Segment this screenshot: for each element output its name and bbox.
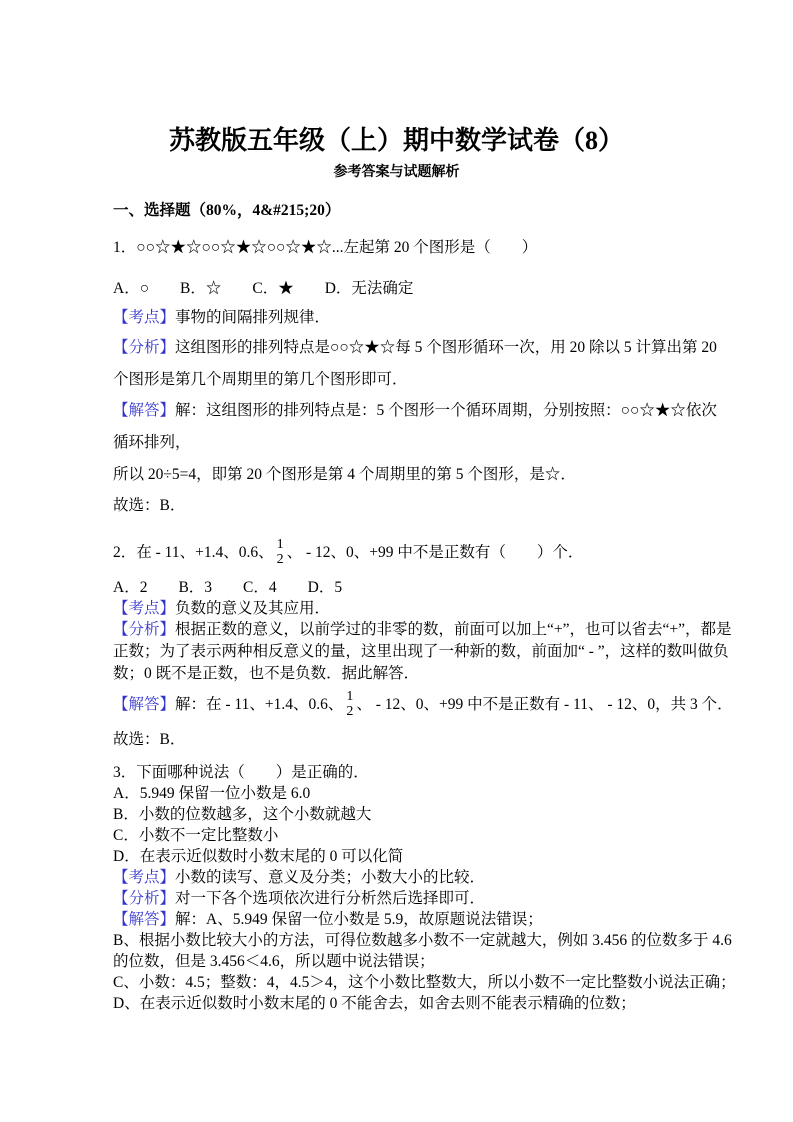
- fenxi-label: 【分析】: [113, 621, 176, 638]
- kaodian-label: 【考点】: [113, 600, 176, 617]
- q3-option-c: C．小数不一定比整数小: [113, 827, 279, 844]
- q3-option-b: B．小数的位数越多，这个小数就越大: [113, 806, 372, 823]
- fraction-numerator: 1: [346, 689, 354, 704]
- q3-jieda-line-2: B、根据小数比较大小的方法，可得位数越多小数不一定就越大，例如 3.456 的位数多于 4.6: [113, 932, 732, 949]
- q1-jieda-line-3: 所以 20÷5=4，即第 20 个图形是第 4 个周期里的第 5 个图形，是☆．: [113, 466, 576, 483]
- fraction-one-half: [346, 689, 353, 719]
- q2-jieda-line: [113, 684, 733, 724]
- q1-fenxi-line-1: [113, 339, 717, 356]
- page-subtitle: 参考答案与试题解析: [333, 165, 460, 180]
- q2-question-post: 、 - 12、0、+99 中不是正数有（ ）个．: [286, 543, 584, 561]
- fraction-numerator: 1: [276, 537, 284, 552]
- q1-jieda-text-1: 解：这组图形的排列特点是：5 个图形一个循环周期，分别按照：○○☆★☆依次: [175, 402, 717, 419]
- q1-fenxi-text-1: 这组图形的排列特点是○○☆★☆每 5 个图形循环一次，用 20 除以 5 计算出第 20: [175, 339, 717, 356]
- q3-fenxi-text: 对一下各个选项依次进行分析然后选择即可．: [175, 890, 486, 907]
- q3-fenxi-line: [113, 890, 485, 907]
- jieda-label: 【解答】: [113, 402, 176, 419]
- q3-option-d: D．在表示近似数时小数末尾的 0 可以化简: [113, 848, 404, 865]
- q2-kaodian-line: [113, 600, 330, 617]
- q1-question: 1．○○☆★☆○○☆★☆○○☆★☆...左起第 20 个图形是（ ）: [113, 239, 538, 256]
- q3-kaodian-line: [113, 869, 485, 886]
- q3-jieda-text-1: 解：A、5.949 保留一位小数是 5.9，故原题说法错误；: [175, 911, 543, 928]
- q2-fenxi-text-1: 根据正数的意义，以前学过的非零的数，前面可以加上“+”，也可以省去“+”，都是: [175, 621, 732, 638]
- q2-fenxi-line-2: 正数；为了表示两种相反意义的量，这里出现了一种新的数，前面加“ - ”，这样的数叫做负: [113, 643, 729, 660]
- fenxi-label: 【分析】: [113, 339, 176, 356]
- page-title: 苏教版五年级（上）期中数学试卷（8）: [168, 126, 624, 155]
- q1-fenxi-line-2: 个图形是第几个周期里的第几个图形即可．: [113, 371, 408, 388]
- q2-fenxi-line-3: 数；0 既不是正数，也不是负数．据此解答．: [113, 665, 420, 682]
- fraction-one-half: [277, 537, 284, 567]
- q1-jieda-line-1: [113, 402, 717, 419]
- q3-kaodian-text: 小数的读写、意义及分类；小数大小的比较．: [175, 869, 486, 886]
- jieda-label: 【解答】: [113, 695, 176, 713]
- q2-question: [113, 532, 583, 572]
- q1-jieda-line-2: 循环排列，: [113, 434, 191, 451]
- q2-kaodian-text: 负数的意义及其应用．: [175, 600, 331, 617]
- q2-answer: 故选：B．: [113, 731, 186, 748]
- q1-answer: 故选：B．: [113, 497, 186, 514]
- jieda-label: 【解答】: [113, 911, 176, 928]
- q2-question-pre: 2．在 - 11、+1.4、0.6、: [113, 543, 274, 561]
- kaodian-label: 【考点】: [113, 869, 176, 886]
- kaodian-label: 【考点】: [113, 309, 176, 326]
- q2-fenxi-line-1: [113, 621, 732, 638]
- q2-jieda-post: 、 - 12、0、+99 中不是正数有 - 11、 - 12、0，共 3 个．: [356, 695, 733, 713]
- q3-jieda-line-1: [113, 911, 543, 928]
- q3-question: 3．下面哪种说法（ ）是正确的．: [113, 764, 369, 781]
- q1-kaodian-text: 事物的间隔排列规律．: [175, 309, 331, 326]
- fenxi-label: 【分析】: [113, 890, 176, 907]
- q1-options: A．○ B．☆ C．★ D．无法确定: [113, 280, 414, 297]
- q3-jieda-line-3: 的位数，但是 3.456＜4.6，所以题中说法错误；: [113, 953, 435, 970]
- q2-jieda-pre: 解：在 - 11、+1.4、0.6、: [175, 695, 344, 713]
- q3-option-a: A．5.949 保留一位小数是 6.0: [113, 785, 311, 802]
- q1-kaodian-line: [113, 309, 330, 326]
- section-heading: 一、选择题（80%，4&#215;20）: [113, 202, 341, 219]
- fraction-denominator: 2: [276, 552, 284, 567]
- q3-jieda-line-5: D、在表示近似数时小数末尾的 0 不能舍去，如舍去则不能表示精确的位数；: [113, 995, 636, 1012]
- q3-jieda-line-4: C、小数：4.5；整数：4，4.5＞4，这个小数比整数大，所以小数不一定比整数小说法正确；: [113, 974, 736, 991]
- fraction-denominator: 2: [346, 704, 354, 719]
- q2-options: A．2 B．3 C．4 D．5: [113, 579, 343, 596]
